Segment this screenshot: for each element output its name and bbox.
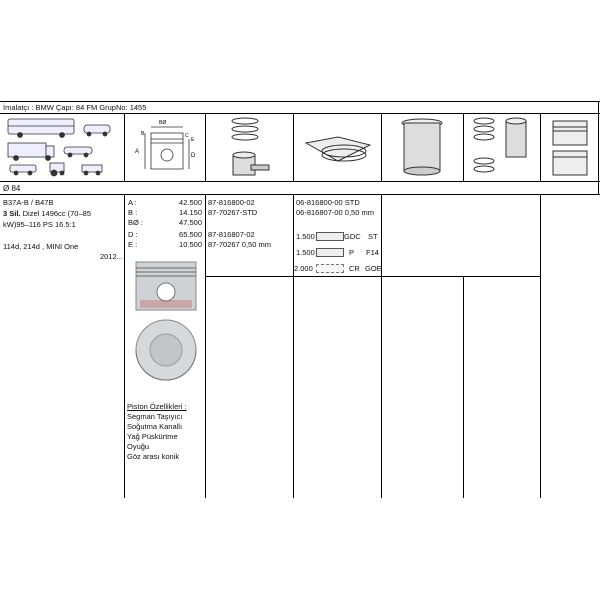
- col-divider: [293, 113, 294, 181]
- ring-type: ST: [368, 232, 378, 241]
- col-divider: [540, 113, 541, 181]
- piston-code: 87-70267-STD: [208, 208, 258, 217]
- ring-name: P: [349, 248, 355, 257]
- col-divider: [205, 113, 206, 181]
- diagram-label-c: C: [185, 133, 189, 139]
- col-divider: [463, 276, 464, 498]
- piston-dimension-diagram: [127, 115, 203, 179]
- col-divider: [381, 194, 382, 498]
- icons-bottom-border: [0, 181, 600, 182]
- bore-value: 84: [11, 184, 21, 193]
- feature-item: Segman Taşıyıcı: [127, 412, 183, 421]
- ring-type: GOE: [365, 264, 382, 273]
- right-border: [598, 101, 599, 194]
- col-divider: [124, 113, 125, 181]
- header-divider: [0, 113, 600, 114]
- engine-power: kW)95–116 PS 16.5:1: [3, 220, 76, 229]
- engine-cylinders: 3 Sil.: [3, 209, 21, 218]
- col-divider: [540, 194, 541, 498]
- dim-label-bo: BØ :: [128, 218, 144, 227]
- diagram-label-b: B: [141, 131, 145, 137]
- ring-thickness: 2.000: [294, 264, 313, 273]
- ring-code: 06-816807-00 0,50 mm: [296, 208, 374, 217]
- bore-row: [3, 184, 20, 193]
- bore-row-bottom: [0, 194, 600, 195]
- diagram-label-a: A: [135, 149, 140, 155]
- diagram-label-d: D: [191, 153, 196, 159]
- ring-code: 06-816800-00 STD: [296, 198, 360, 207]
- dim-value-b: 14.150: [179, 208, 202, 217]
- manufacturer-line: İmalatçı : BMW Çapı: 84 FM GrupNo: 1455: [3, 103, 147, 112]
- dim-label-a: A :: [128, 198, 137, 207]
- piston-side-photo: [134, 260, 198, 312]
- feature-item: Oyuğu: [127, 442, 150, 451]
- diagram-label-bo: BØ: [159, 120, 167, 126]
- dim-label-d: D :: [128, 230, 138, 239]
- col-divider: [293, 194, 294, 498]
- ring-thickness: 1.500: [296, 232, 315, 241]
- rings-and-liner-icon: [468, 115, 538, 179]
- piston-top-photo: [134, 318, 198, 382]
- piston-code: 87-816807-02: [208, 230, 255, 239]
- ring-name: CR: [349, 264, 360, 273]
- cylinder-liner-icon: [396, 117, 448, 177]
- engine-year: 2012...: [100, 252, 123, 261]
- ring-profile-icon: [316, 232, 344, 241]
- top-border: [0, 101, 600, 102]
- diagram-label-e: E: [191, 137, 195, 143]
- col-divider: [124, 194, 125, 498]
- piston-code: 87-70267 0,50 mm: [208, 240, 271, 249]
- piston-section-icon: [545, 115, 597, 179]
- features-title: Piston Özellikleri :: [127, 402, 187, 411]
- engine-models: 114d, 214d , MINI One: [3, 242, 79, 251]
- bore-symbol: Ø: [3, 184, 10, 193]
- ring-profile-icon: [316, 248, 344, 257]
- dim-label-e: E :: [128, 240, 138, 249]
- col-divider: [463, 113, 464, 181]
- feature-item: Soğutma Kanallı: [127, 422, 183, 431]
- dim-value-bo: 47.500: [179, 218, 202, 227]
- engine-code: B37A-B / B47B: [3, 198, 54, 207]
- dim-value-d: 65.500: [179, 230, 202, 239]
- ring-name: GDC: [344, 232, 361, 241]
- ring-set-icon: [298, 115, 376, 179]
- rings-and-piston-icon: [215, 115, 285, 179]
- col-divider: [381, 113, 382, 181]
- engine-desc: Dizel 1496cc (70–85: [22, 209, 91, 218]
- piston-code: 87-816800-02: [208, 198, 255, 207]
- vehicles-icon: [6, 115, 120, 179]
- engine-desc-line: [3, 209, 91, 218]
- feature-item: Göz arası konik: [127, 452, 180, 461]
- ring-type: F14: [366, 248, 379, 257]
- ring-thickness: 1.500: [296, 248, 315, 257]
- row-divider: [205, 276, 540, 277]
- dim-value-a: 42.500: [179, 198, 202, 207]
- dim-value-e: 10.500: [179, 240, 202, 249]
- dim-label-b: B :: [128, 208, 138, 217]
- col-divider: [205, 194, 206, 498]
- ring-profile-icon: [316, 264, 344, 273]
- feature-item: Yağ Püskürtme: [127, 432, 178, 441]
